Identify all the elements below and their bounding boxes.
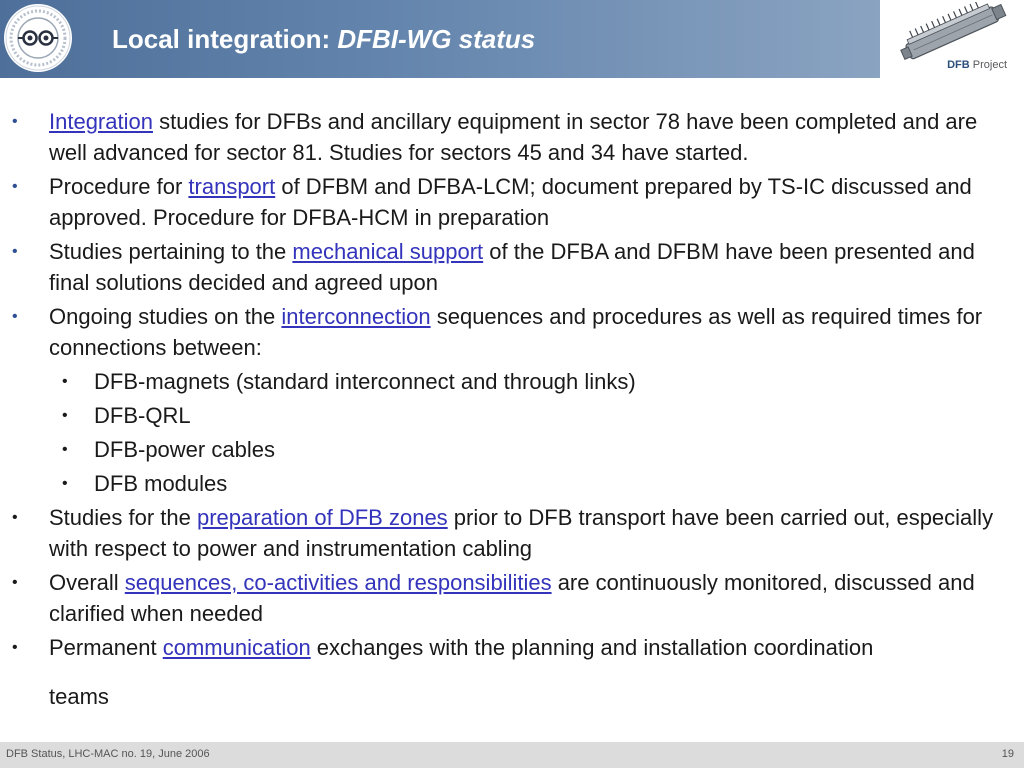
bullet-text: Studies for the bbox=[49, 505, 197, 530]
slide-footer bbox=[0, 742, 1024, 768]
bullet-item-mechanical-support bbox=[0, 236, 1024, 298]
interconnection-link[interactable]: interconnection bbox=[281, 304, 431, 329]
bullet-item-dfb-zones bbox=[0, 502, 1024, 564]
bullet-text: of the DFBA and DFBM have been presented and final solutions decided and agreed upon bbox=[49, 239, 975, 295]
sub-item-dfb-qrl bbox=[0, 400, 1024, 431]
cern-logo-icon bbox=[4, 4, 72, 72]
bullet-text-continued: teams bbox=[49, 684, 109, 709]
bullet-text: Overall bbox=[49, 570, 125, 595]
dfb-zones-link[interactable]: preparation of DFB zones bbox=[196, 505, 448, 530]
footer-text: DFB Status, LHC-MAC no. 19, June 2006 bbox=[6, 748, 210, 760]
dfb-equipment-icon bbox=[898, 2, 1010, 60]
bullet-text: Permanent bbox=[49, 635, 163, 660]
sub-bullet-marker: • bbox=[62, 407, 68, 424]
sub-item-dfb-power-cables bbox=[0, 434, 1024, 465]
dfb-project-badge bbox=[880, 0, 1024, 78]
bullet-text: Procedure for bbox=[49, 174, 189, 199]
sub-item-text: DFB-magnets (standard interconnect and through links) bbox=[94, 369, 636, 394]
dfb-project-label bbox=[947, 59, 1007, 71]
bullet-text: Ongoing studies on the bbox=[49, 304, 282, 329]
mechanical-support-link[interactable]: mechanical support bbox=[292, 239, 484, 264]
bullet-text: studies for DFBs and ancillary equipment in sector 78 have been completed and are well advanced for sector 81. Studies for sectors 45 and 34 have started. bbox=[49, 109, 978, 165]
bullet-marker: • bbox=[12, 509, 18, 526]
sub-bullet-marker: • bbox=[62, 475, 68, 492]
bullet-text: exchanges with the planning and installation coordination bbox=[310, 635, 874, 660]
bullet-text: are continuously monitored, discussed and clarified when needed bbox=[49, 570, 975, 626]
bullet-marker: • bbox=[12, 178, 18, 195]
bullet-text: sequences and procedures as well as required times for connections between: bbox=[49, 304, 983, 360]
bullet-item-interconnection bbox=[0, 301, 1024, 363]
sub-bullet-marker: • bbox=[62, 441, 68, 458]
bullet-item-sequences bbox=[0, 567, 1024, 629]
dfb-tag-rest: Project bbox=[969, 59, 1007, 71]
bullet-item-integration bbox=[0, 106, 1024, 168]
bullet-text: of DFBM and DFBA-LCM; document prepared by TS-IC discussed and approved. Procedure for DFBA-HCM in preparation bbox=[49, 174, 972, 230]
bullet-marker: • bbox=[12, 113, 18, 130]
title-italic: DFBI-WG status bbox=[337, 24, 536, 54]
page-number: 19 bbox=[1001, 748, 1014, 760]
sub-item-text: DFB-QRL bbox=[94, 403, 191, 428]
sub-item-text: DFB modules bbox=[94, 471, 228, 496]
bullet-marker: • bbox=[12, 639, 18, 656]
bullet-item-transport bbox=[0, 171, 1024, 233]
bullet-marker: • bbox=[12, 243, 18, 260]
sub-item-text: DFB-power cables bbox=[94, 437, 275, 462]
bullet-marker: • bbox=[12, 574, 18, 591]
communication-link[interactable]: communication bbox=[162, 635, 311, 660]
sequences-link[interactable]: sequences, co-activities and responsibilities bbox=[124, 570, 552, 595]
slide-header bbox=[0, 0, 880, 78]
bullet-item-communication bbox=[0, 632, 1024, 712]
bullet-marker: • bbox=[12, 308, 18, 325]
sub-item-dfb-magnets bbox=[0, 366, 1024, 397]
title-plain: Local integration: bbox=[112, 24, 338, 54]
bullet-text: Studies pertaining to the bbox=[49, 239, 293, 264]
sub-bullet-marker: • bbox=[62, 373, 68, 390]
bullet-text: prior to DFB transport have been carried out, especially with respect to power and instrumentation cabling bbox=[49, 505, 994, 561]
bullet-list bbox=[0, 106, 1024, 715]
integration-link[interactable]: Integration bbox=[49, 109, 153, 134]
page-title bbox=[112, 22, 535, 56]
dfb-tag-bold: DFB bbox=[947, 59, 970, 71]
sub-item-dfb-modules bbox=[0, 468, 1024, 499]
transport-link[interactable]: transport bbox=[188, 174, 276, 199]
